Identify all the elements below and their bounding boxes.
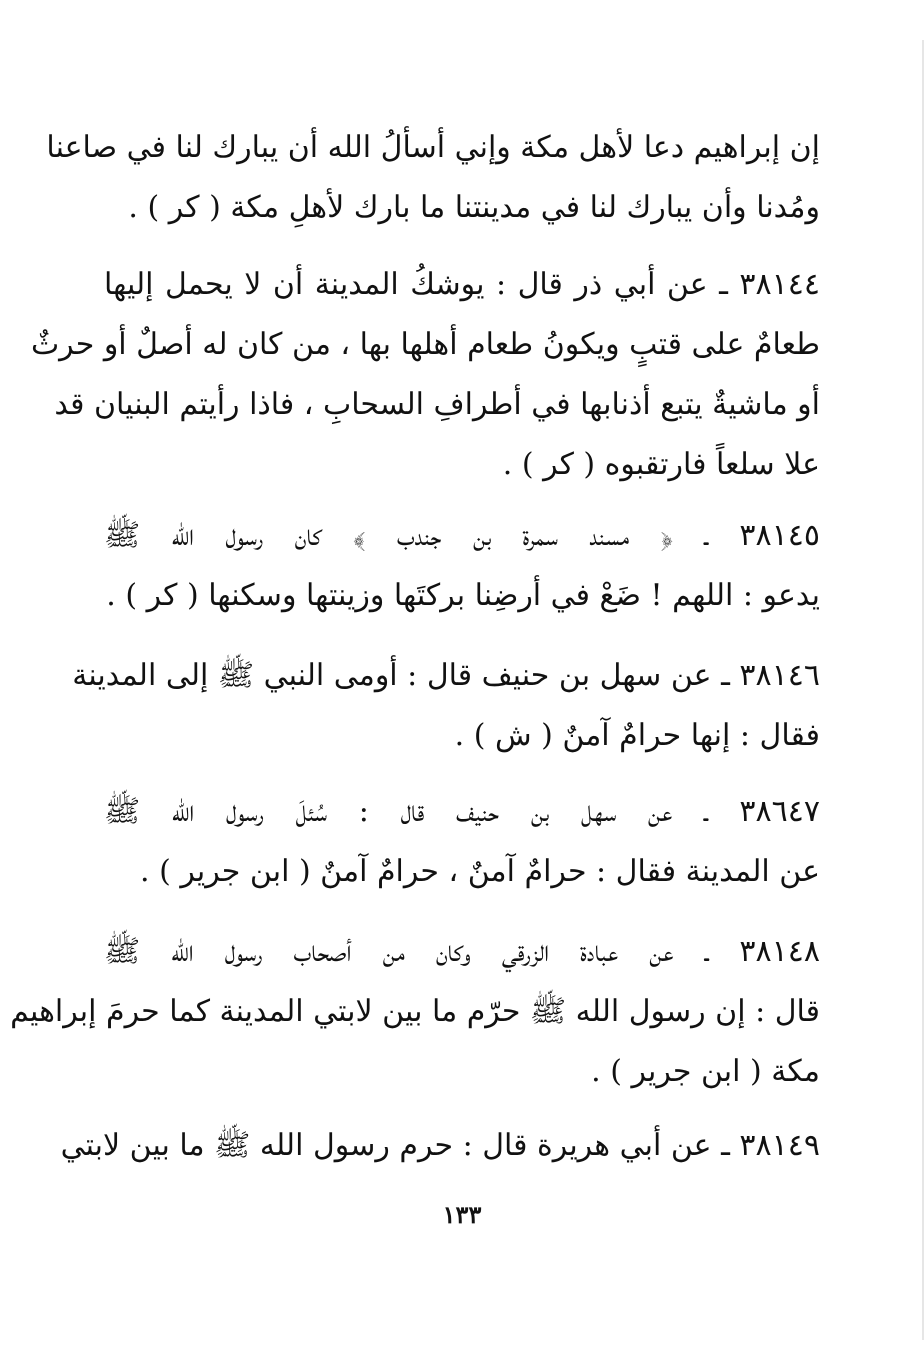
text-line: فقال : إنها حرامٌ آمنٌ ( ش ) . — [454, 718, 820, 753]
text-line: ٣٨١٤٨ ـ عن عبادة الزرقي وكان من أصحاب رسول الله ﷺ — [104, 934, 820, 969]
text-line: ٣٨٦٤٧ ـ عن سهل بن حنيف قال : سُئلَ رسول الله ﷺ — [104, 794, 820, 829]
text-line: ٣٨١٤٩ ـ عن أبي هريرة قال : حرم رسول الله ﷺ ما بين لابتي — [60, 1128, 820, 1163]
text-line: مكة ( ابن جرير ) . — [591, 1054, 820, 1089]
text-line: عن المدينة فقال : حرامٌ آمنٌ ، حرامٌ آمنٌ ( ابن جرير ) . — [140, 854, 820, 889]
text-line: ٣٨١٤٤ ـ عن أبي ذر قال : يوشكُ المدينة أن لا يحمل إليها — [104, 267, 820, 302]
paragraph-hadith-38647 — [104, 782, 820, 902]
text-line: أو ماشيةٌ يتبع أذنابها في أطرافِ السحابِ ، فاذا رأيتم البنيان قد — [54, 387, 820, 422]
text-line: إن إبراهيم دعا لأهل مكة وإني أسألُ الله أن يبارك لنا في صاعنا — [46, 130, 820, 165]
paragraph-hadith-38146 — [72, 646, 820, 766]
text-line: قال : إن رسول الله ﷺ حرّم ما بين لابتي المدينة كما حرمَ إبراهيم — [10, 994, 820, 1029]
paragraph-hadith-38149 — [60, 1116, 820, 1176]
paragraph-1 — [46, 118, 820, 238]
text-line: ٣٨١٤٥ ـ ﴿ مسند سمرة بن جندب ﴾ كان رسول الله ﷺ — [104, 518, 820, 553]
text-line: علا سلعاً فارتقبوه ( كر ) . — [502, 447, 820, 482]
paragraph-hadith-38148 — [10, 922, 820, 1102]
text-line: طعامٌ على قتبٍ ويكونُ طعام أهلها بها ، من كان له أصلٌ أو حرثٌ — [30, 327, 820, 362]
page-number: ١٣٣ — [442, 1200, 482, 1229]
text-line: يدعو : اللهم ! ضَعْ في أرضِنا بركتَها وزينتها وسكنها ( كر ) . — [106, 578, 820, 613]
paragraph-hadith-38145 — [104, 506, 820, 626]
paragraph-hadith-38144 — [30, 255, 820, 495]
text-line: ومُدنا وأن يبارك لنا في مدينتنا ما بارك لأهلِ مكة ( كر ) . — [128, 190, 820, 225]
text-line: ٣٨١٤٦ ـ عن سهل بن حنيف قال : أومى النبي ﷺ إلى المدينة — [72, 658, 820, 693]
